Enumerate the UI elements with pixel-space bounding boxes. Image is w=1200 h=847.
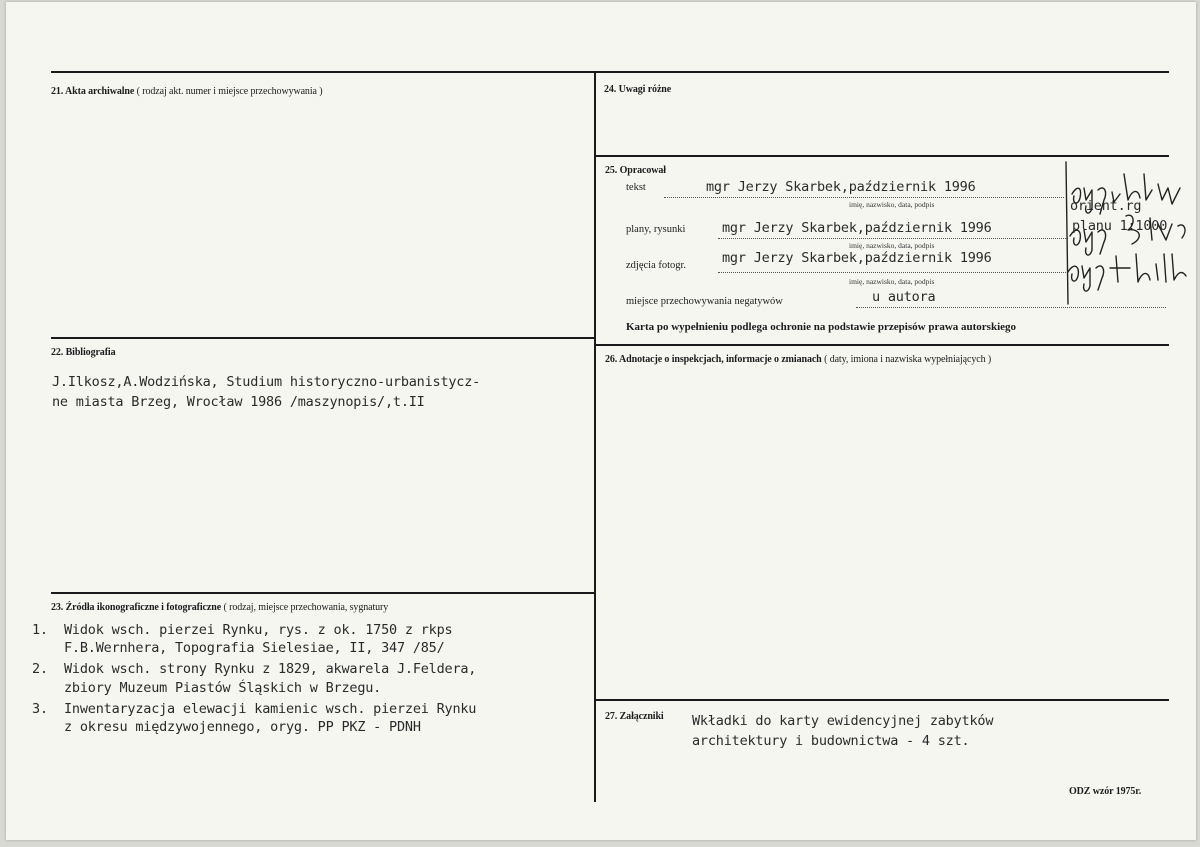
source-line: z okresu międzywojennego, oryg. PP PKZ - PDNH — [64, 719, 421, 735]
orientation-note: orient.rg — [1070, 198, 1142, 214]
row-label-photos: zdjęcia fotogr. — [626, 260, 687, 271]
source-line: Widok wsch. strony Rynku z 1829, akwarela J.Feldera, — [64, 661, 477, 677]
text-author-value: mgr Jerzy Skarbek,październik 1996 — [706, 179, 976, 195]
form-code: ODZ wzór 1975r. — [1069, 786, 1142, 797]
negatives-dotted-line — [856, 307, 1166, 308]
rule-22 — [51, 337, 595, 339]
rule-27 — [595, 699, 1169, 701]
sec24-heading: 24. Uwagi różne — [604, 84, 672, 95]
row-sublabel: imię, nazwisko, data, podpis — [849, 241, 935, 250]
source-number: 2. — [32, 661, 48, 677]
row-sublabel: imię, nazwisko, data, podpis — [849, 200, 935, 209]
sec26-heading: 26. Adnotacje o inspekcjach, informacje o zmianach ( daty, imiona i nazwiska wypełniających ) — [605, 354, 992, 365]
source-number: 1. — [32, 622, 48, 638]
bibliography-line-1: J.Ilkosz,A.Wodzińska, Studium historyczno-urbanistycz- — [52, 374, 481, 390]
plans-dotted-line — [718, 238, 1068, 239]
row-label-text: tekst — [626, 182, 646, 193]
attachments-line-1: Wkładki do karty ewidencyjnej zabytków — [692, 713, 994, 729]
center-divider — [594, 72, 596, 802]
sec21-heading: 21. Akta archiwalne ( rodzaj akt. numer i miejsce przechowywania ) — [51, 86, 323, 97]
source-line: Widok wsch. pierzei Rynku, rys. z ok. 1750 z rkps — [64, 622, 453, 638]
plans-author-value: mgr Jerzy Skarbek,październik 1996 — [722, 220, 992, 236]
text-dotted-line — [664, 197, 1064, 198]
negatives-value: u autora — [872, 289, 936, 305]
photos-author-value: mgr Jerzy Skarbek,październik 1996 — [722, 250, 992, 266]
rule-23 — [51, 592, 595, 594]
copyright-notice: Karta po wypełnieniu podlega ochronie na podstawie przepisów prawa autorskiego — [626, 321, 1017, 333]
top-rule — [51, 71, 1169, 73]
sec25-heading: 25. Opracował — [605, 165, 666, 176]
source-line: zbiory Muzeum Piastów Śląskich w Brzegu. — [64, 680, 382, 696]
row-sublabel: imię, nazwisko, data, podpis — [849, 277, 935, 286]
row-label-plans: plany, rysunki — [626, 224, 686, 235]
plan-scale-note: planu 1:1000 — [1072, 218, 1168, 234]
record-card — [6, 2, 1196, 840]
sec23-heading: 23. Źródła ikonograficzne i fotograficzne ( rodzaj, miejsce przechowania, sygnatury — [51, 602, 389, 613]
bibliography-line-2: ne miasta Brzeg, Wrocław 1986 /maszynopis/,t.II — [52, 394, 425, 410]
rule-26 — [595, 344, 1169, 346]
source-line: F.B.Wernhera, Topografia Sielesiae, II, 347 /85/ — [64, 640, 445, 656]
sec27-heading: 27. Załączniki — [605, 711, 664, 722]
negatives-label: miejsce przechowywania negatywów — [626, 296, 783, 307]
source-number: 3. — [32, 701, 48, 717]
signature-image — [1054, 154, 1194, 306]
source-line: Inwentaryzacja elewacji kamienic wsch. pierzei Rynku — [64, 701, 477, 717]
sec22-heading: 22. Bibliografia — [51, 347, 116, 358]
photos-dotted-line — [718, 272, 1068, 273]
attachments-line-2: architektury i budownictwa - 4 szt. — [692, 733, 970, 749]
